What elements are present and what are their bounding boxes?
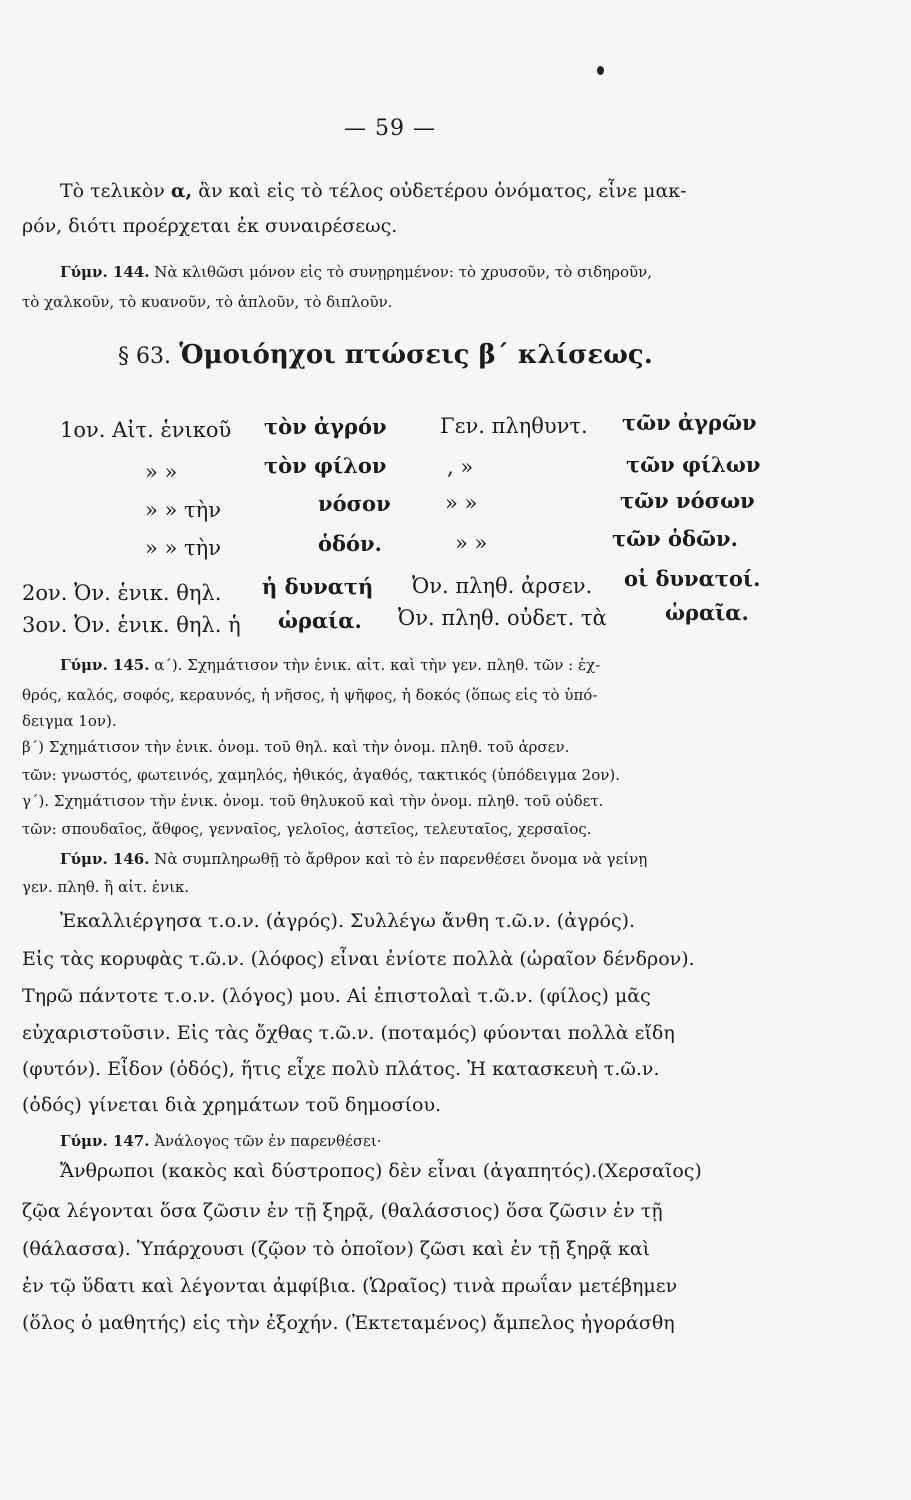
row-2-case-plural: , » bbox=[447, 455, 474, 479]
exercise-145-line-3: δειγμα 1ον). bbox=[22, 712, 117, 730]
row-6-case: 3ον. Ὀν. ἑνικ. θηλ. ἡ bbox=[22, 613, 241, 637]
section-heading bbox=[118, 340, 653, 370]
exercise-145-label: Γύμν. 145. bbox=[60, 656, 150, 674]
answer-line-5: (φυτόν). Εἶδον (ὁδός), ἥτις εἶχε πολὺ πλάτος. Ἡ κατασκευὴ τ.ῶ.ν. bbox=[22, 1058, 660, 1080]
intro-bold-letter: α, bbox=[170, 180, 193, 202]
row-1-form: τὸν ἀγρόν bbox=[264, 414, 387, 439]
intro-line-2: ρόν, διότι προέρχεται ἐκ συναιρέσεως. bbox=[22, 215, 398, 237]
exercise-146-label: Γύμν. 146. bbox=[60, 850, 150, 868]
exercise-144-line-1 bbox=[60, 263, 652, 281]
row-3-form-plural: τῶν νόσων bbox=[620, 488, 755, 513]
exercise-145-line-5: τῶν: γνωστός, φωτεινός, χαμηλός, ἠθικός, ἀγαθός, τακτικός (ὑπόδειγμα 2ον). bbox=[22, 766, 620, 784]
exercise-144-text: Νὰ κλιθῶσι μόνον εἰς τὸ συνῃρημένον: τὸ χρυσοῦν, τὸ σιδηροῦν, bbox=[149, 263, 652, 281]
exercise-145-line-6: γ΄). Σχημάτισον τὴν ἑνικ. ὀνομ. τοῦ θηλυκοῦ καὶ τὴν ὀνομ. πληθ. τοῦ οὐδετ. bbox=[22, 792, 604, 810]
exercise-146-text: Νὰ συμπληρωθῇ τὸ ἄρθρον καὶ τὸ ἐν παρενθέσει ὄνομα νὰ γείνῃ bbox=[149, 850, 648, 868]
row-2-form-plural: τῶν φίλων bbox=[626, 452, 761, 477]
exercise-147-text: Ἀνάλογος τῶν ἐν παρενθέσει· bbox=[149, 1132, 382, 1150]
exercise-145-line-7: τῶν: σπουδαῖος, ἄθφος, γενναῖος, γελοῖος, ἀστεῖος, τελευταῖος, χερσαῖος. bbox=[22, 820, 592, 838]
exercise-145-line-1 bbox=[60, 656, 600, 674]
exercise-147-label: Γύμν. 147. bbox=[60, 1132, 150, 1150]
exercise-146-line-2: γεν. πληθ. ἢ αἰτ. ἑνικ. bbox=[22, 878, 190, 896]
answer-line-6: (ὁδός) γίνεται διὰ χρημάτων τοῦ δημοσίου. bbox=[22, 1094, 442, 1116]
intro-line-1-start: Τὸ τελικὸν bbox=[60, 180, 171, 202]
row-2-form: τὸν φίλον bbox=[264, 453, 387, 478]
closing-line-2: ζῷα λέγονται ὅσα ζῶσιν ἐν τῇ ξηρᾷ, (θαλάσσιος) ὅσα ζῶσιν ἐν τῇ bbox=[22, 1200, 663, 1222]
exercise-144-line-2: τὸ χαλκοῦν, τὸ κυανοῦν, τὸ ἁπλοῦν, τὸ διπλοῦν. bbox=[22, 293, 393, 311]
row-4-form: ὁδόν. bbox=[318, 531, 382, 556]
section-title: Ὁμοιόηχοι πτώσεις β΄ κλίσεως. bbox=[179, 340, 653, 370]
exercise-145-line-2: θρός, καλός, σοφός, κεραυνός, ἡ νῆσος, ἡ ψῆφος, ἡ δοκός (ὅπως εἰς τὸ ὑπό- bbox=[22, 686, 598, 704]
row-5-form: ἡ δυνατή bbox=[262, 574, 374, 599]
row-1-case-plural: Γεν. πληθυντ. bbox=[440, 414, 588, 438]
answer-line-2: Εἰς τὰς κορυφὰς τ.ῶ.ν. (λόφος) εἶναι ἐνίοτε πολλὰ (ὡραῖον δένδρον). bbox=[22, 948, 695, 970]
closing-line-1: Ἄνθρωποι (κακὸς καὶ δύστροπος) δὲν εἶναι (ἀγαπητός).(Χερσαῖος) bbox=[60, 1160, 702, 1182]
page-number: — 59 — bbox=[344, 116, 436, 141]
answer-line-4: εὐχαριστοῦσιν. Εἰς τὰς ὄχθας τ.ῶ.ν. (ποταμός) φύονται πολλὰ εἴδη bbox=[22, 1022, 675, 1044]
row-4-case-plural: » » bbox=[455, 531, 488, 555]
exercise-145-text-1: α΄). Σχημάτισον τὴν ἑνικ. αἰτ. καὶ τὴν γεν. πληθ. τῶν : ἐχ- bbox=[149, 656, 601, 674]
ink-speck bbox=[597, 66, 604, 75]
answer-line-3: Τηρῶ πάντοτε τ.ο.ν. (λόγος) μου. Αἱ ἐπιστολαὶ τ.ῶ.ν. (φίλος) μᾶς bbox=[22, 985, 651, 1007]
answer-line-1: Ἐκαλλιέργησα τ.ο.ν. (ἀγρός). Συλλέγω ἄνθη τ.ῶ.ν. (ἀγρός). bbox=[60, 910, 636, 932]
intro-line-1 bbox=[60, 180, 687, 202]
exercise-146-line-1 bbox=[60, 850, 647, 868]
closing-line-5: (ὅλος ὁ μαθητής) εἰς τὴν ἐξοχήν. (Ἐκτεταμένος) ἄμπελος ἠγοράσθη bbox=[22, 1312, 675, 1334]
row-6-form-plural: ὡραῖα. bbox=[665, 600, 749, 625]
exercise-147-line bbox=[60, 1132, 381, 1150]
row-4-case: » » τὴν bbox=[145, 536, 222, 560]
intro-line-1-end: ἂν καὶ εἰς τὸ τέλος οὐδετέρου ὀνόματος, εἶνε μακ- bbox=[192, 180, 687, 202]
row-4-form-plural: τῶν ὁδῶν. bbox=[612, 526, 738, 551]
closing-line-4: ἐν τῷ ὕδατι καὶ λέγονται ἀμφίβια. (Ὡραῖος) τινὰ πρωΐαν μετέβημεν bbox=[22, 1275, 678, 1297]
row-5-case-plural: Ὀν. πληθ. ἀρσεν. bbox=[412, 574, 593, 598]
row-6-case-plural: Ὀν. πληθ. οὐδετ. τὰ bbox=[398, 606, 607, 630]
row-5-case: 2ον. Ὀν. ἑνικ. θηλ. bbox=[22, 581, 222, 605]
row-3-form: νόσον bbox=[318, 491, 391, 516]
row-1-case: 1ον. Αἰτ. ἑνικοῦ bbox=[60, 418, 232, 442]
row-3-case-plural: » » bbox=[445, 491, 478, 515]
exercise-145-line-4: β΄) Σχημάτισον τὴν ἑνικ. ὀνομ. τοῦ θηλ. καὶ τὴν ὀνομ. πληθ. τοῦ ἀρσεν. bbox=[22, 738, 570, 756]
section-number: § 63. bbox=[118, 344, 171, 369]
row-3-case: » » τὴν bbox=[145, 498, 222, 522]
row-1-form-plural: τῶν ἀγρῶν bbox=[622, 410, 757, 435]
row-5-form-plural: οἱ δυνατοί. bbox=[624, 566, 761, 591]
exercise-144-label: Γύμν. 144. bbox=[60, 263, 150, 281]
row-6-form: ὡραία. bbox=[278, 608, 362, 633]
row-2-case: » » bbox=[145, 460, 178, 484]
closing-line-3: (θάλασσα). Ὑπάρχουσι (ζῷον τὸ ὁποῖον) ζῶσι καὶ ἐν τῇ ξηρᾷ καὶ bbox=[22, 1238, 651, 1260]
